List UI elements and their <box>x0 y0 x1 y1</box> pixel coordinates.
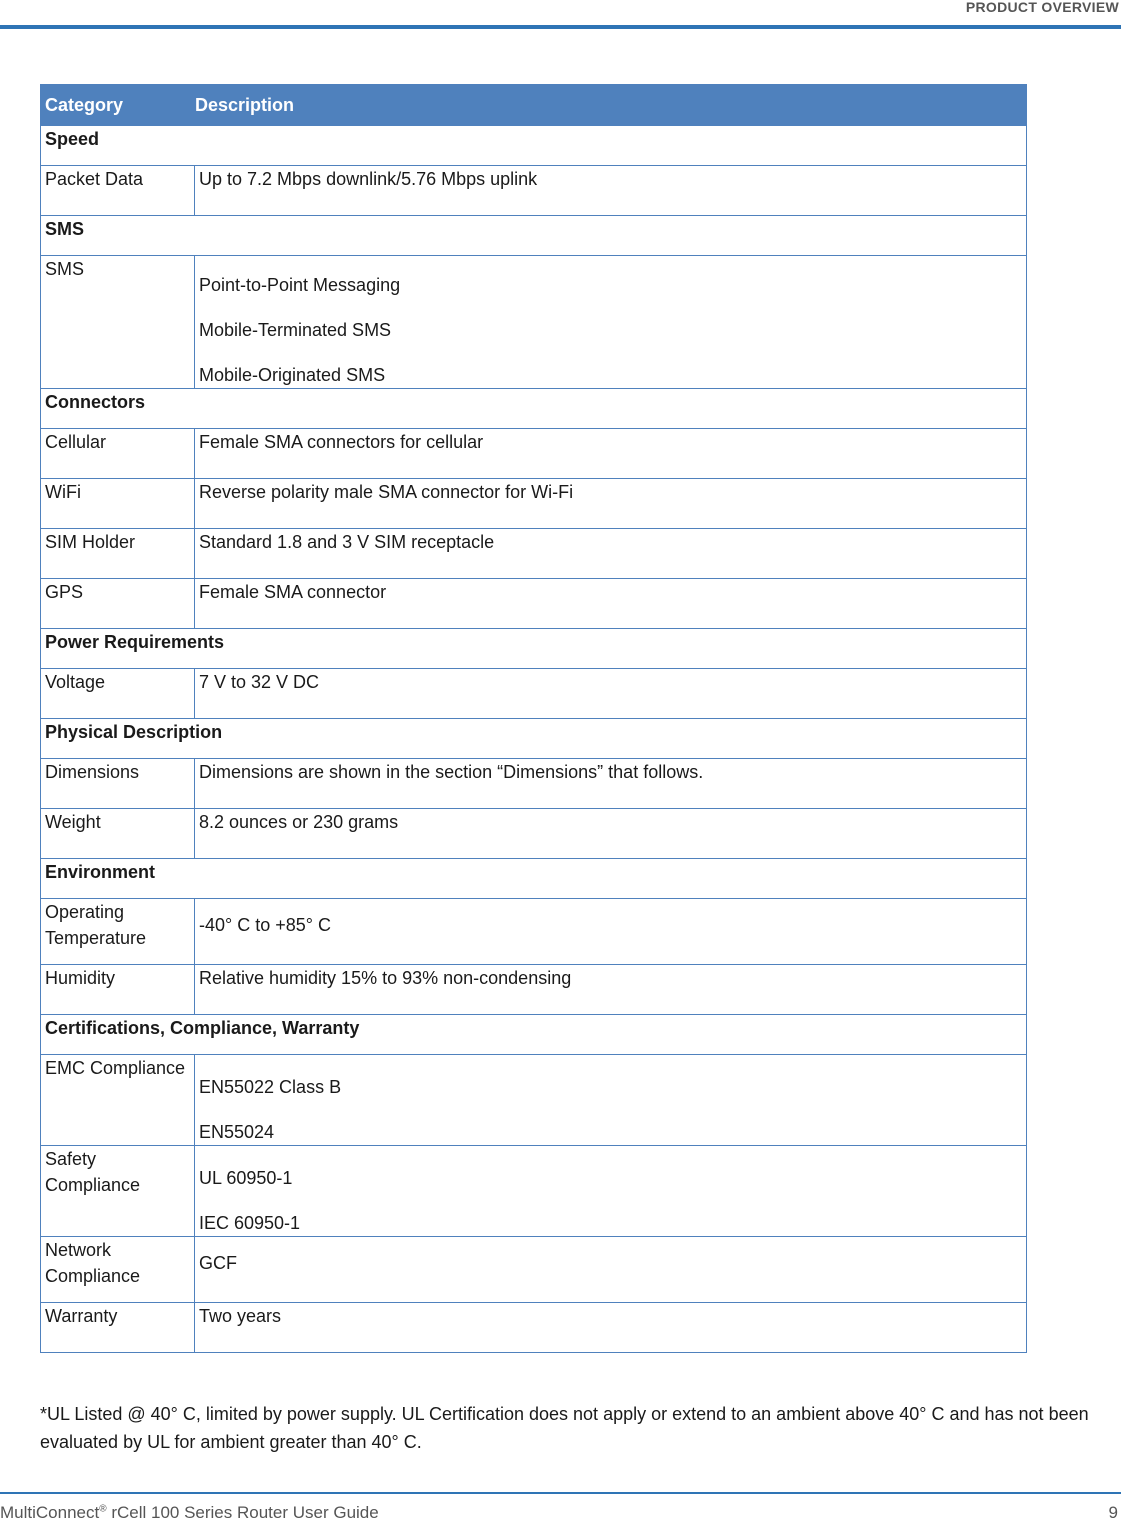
description-cell <box>195 1237 1027 1303</box>
category-cell: SMS <box>41 256 195 389</box>
description-line: Mobile-Terminated SMS <box>199 320 392 340</box>
description-line: GCF <box>199 1253 237 1273</box>
section-header-row <box>41 719 1027 759</box>
section-title: Speed <box>41 126 1027 166</box>
section-header-row <box>41 1015 1027 1055</box>
category-cell: Operating Temperature <box>41 899 195 965</box>
description-cell <box>195 965 1027 1015</box>
table-row <box>41 529 1027 579</box>
description-line: 7 V to 32 V DC <box>199 672 320 692</box>
description-cell <box>195 809 1027 859</box>
section-header-row <box>41 859 1027 899</box>
table-body <box>41 126 1027 1353</box>
category-cell: Safety Compliance <box>41 1146 195 1237</box>
table-row <box>41 1303 1027 1353</box>
header-divider <box>0 25 1121 29</box>
description-line: 8.2 ounces or 230 grams <box>199 812 399 832</box>
description-cell <box>195 1055 1027 1146</box>
table-row <box>41 1146 1027 1237</box>
section-header-row <box>41 216 1027 256</box>
section-title: Connectors <box>41 389 1027 429</box>
description-line: UL 60950-1 <box>199 1168 293 1188</box>
description-line: EN55024 <box>199 1122 275 1142</box>
section-header-row <box>41 629 1027 669</box>
table-row <box>41 669 1027 719</box>
description-cell <box>195 529 1027 579</box>
description-cell <box>195 256 1027 389</box>
description-cell <box>195 669 1027 719</box>
description-cell <box>195 429 1027 479</box>
category-cell: Warranty <box>41 1303 195 1353</box>
section-title: Physical Description <box>41 719 1027 759</box>
description-line: Two years <box>199 1306 282 1326</box>
category-cell: Humidity <box>41 965 195 1015</box>
section-header-row <box>41 389 1027 429</box>
section-title: Certifications, Compliance, Warranty <box>41 1015 1027 1055</box>
table-row <box>41 479 1027 529</box>
description-line: Up to 7.2 Mbps downlink/5.76 Mbps uplink <box>199 169 538 189</box>
description-cell <box>195 1146 1027 1237</box>
description-cell <box>195 479 1027 529</box>
table-row <box>41 579 1027 629</box>
description-line: EN55022 Class B <box>199 1077 342 1097</box>
description-cell <box>195 166 1027 216</box>
description-line: IEC 60950-1 <box>199 1213 301 1233</box>
description-line: Female SMA connector <box>199 582 387 602</box>
table-row <box>41 166 1027 216</box>
table-row <box>41 429 1027 479</box>
table-row <box>41 1237 1027 1303</box>
category-cell: WiFi <box>41 479 195 529</box>
description-line: Relative humidity 15% to 93% non-condensing <box>199 968 572 988</box>
column-header-category: Category <box>41 85 195 126</box>
section-header-row <box>41 126 1027 166</box>
description-line: Point-to-Point Messaging <box>199 275 401 295</box>
footer-document-title <box>0 1503 379 1523</box>
category-cell: Weight <box>41 809 195 859</box>
description-cell <box>195 899 1027 965</box>
page-number: 9 <box>1108 1503 1118 1522</box>
description-line: Reverse polarity male SMA connector for Wi-Fi <box>199 482 574 502</box>
description-line: Standard 1.8 and 3 V SIM receptacle <box>199 532 495 552</box>
section-title: Environment <box>41 859 1027 899</box>
table-row <box>41 1055 1027 1146</box>
description-cell <box>195 759 1027 809</box>
description-cell <box>195 579 1027 629</box>
footer-product-name: MultiConnect <box>0 1503 100 1522</box>
description-line: Mobile-Originated SMS <box>199 365 386 385</box>
table-row <box>41 759 1027 809</box>
category-cell: GPS <box>41 579 195 629</box>
category-cell: SIM Holder <box>41 529 195 579</box>
page-section-title: PRODUCT OVERVIEW <box>965 0 1119 15</box>
category-cell: Network Compliance <box>41 1237 195 1303</box>
description-line: Female SMA connectors for cellular <box>199 432 484 452</box>
category-cell: Packet Data <box>41 166 195 216</box>
category-cell: Cellular <box>41 429 195 479</box>
description-line: Dimensions are shown in the section “Dimensions” that follows. <box>199 762 704 782</box>
footer-guide-name: rCell 100 Series Router User Guide <box>106 1503 379 1522</box>
column-header-description: Description <box>195 85 1027 126</box>
table-row <box>41 965 1027 1015</box>
description-line: -40° C to +85° C <box>199 915 331 935</box>
specifications-table <box>40 84 1027 1353</box>
category-cell: Dimensions <box>41 759 195 809</box>
table-header-row <box>41 85 1027 126</box>
section-title: SMS <box>41 216 1027 256</box>
category-cell: Voltage <box>41 669 195 719</box>
description-cell <box>195 1303 1027 1353</box>
category-cell: EMC Compliance <box>41 1055 195 1146</box>
footer-divider <box>0 1492 1121 1494</box>
registered-mark: ® <box>99 1503 107 1515</box>
table-row <box>41 256 1027 389</box>
section-title: Power Requirements <box>41 629 1027 669</box>
footnote: *UL Listed @ 40° C, limited by power supply. UL Certification does not apply or extend to an ambient above 40° C and has not been evaluated by UL for ambient greater than 40° C. <box>40 1404 1089 1452</box>
table-row <box>41 899 1027 965</box>
table-row <box>41 809 1027 859</box>
